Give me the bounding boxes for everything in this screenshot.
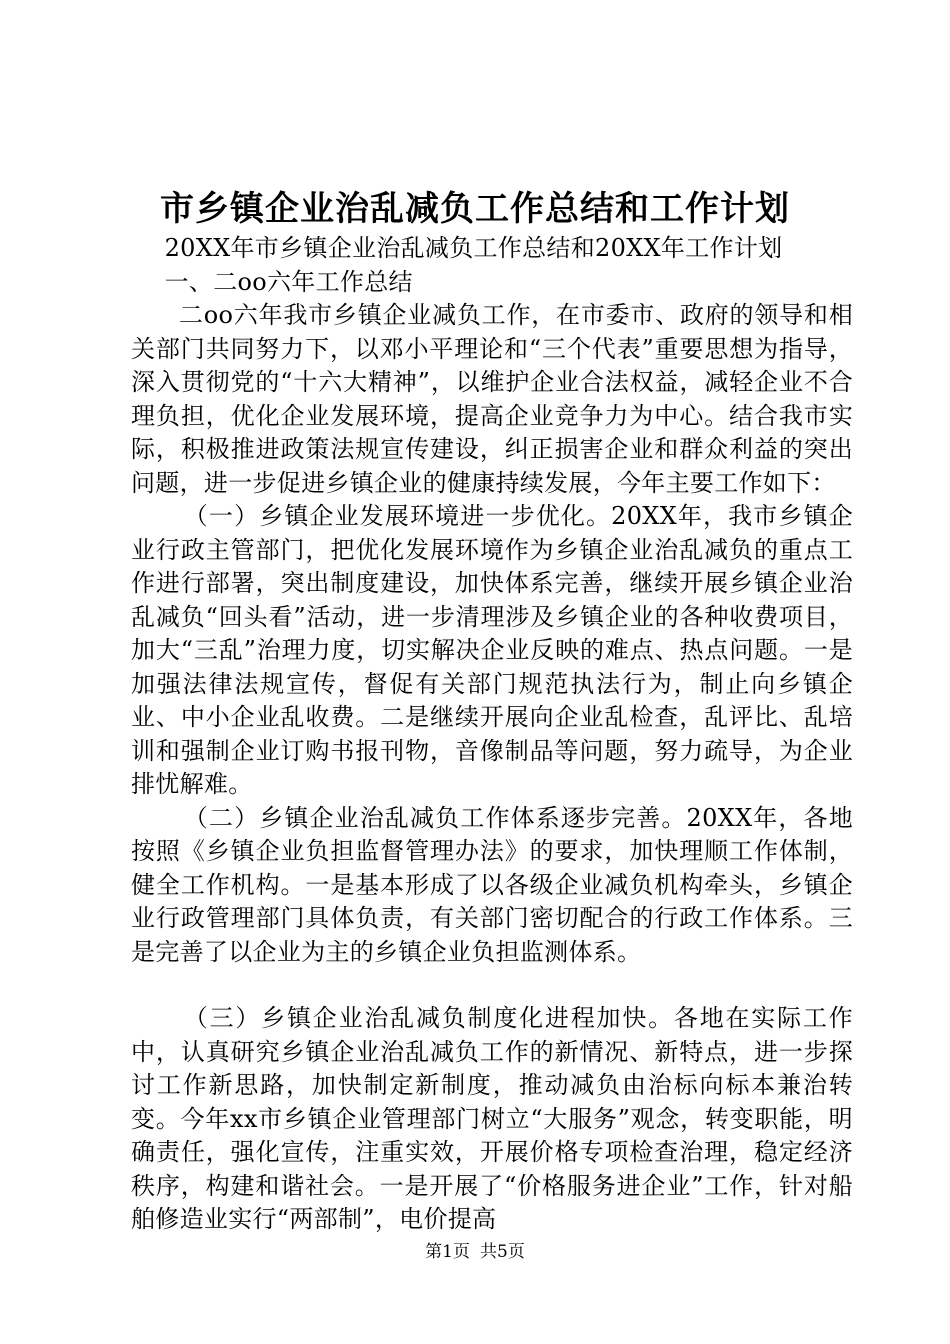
page-footer bbox=[0, 1240, 950, 1264]
body-paragraph: （二）乡镇企业治乱减负工作体系逐步完善。20XX年，各地按照《乡镇企业负担监督管理办法》的要求，加快理顺工作体制，健全工作机构。一是基本形成了以各级企业减负机构牵头，乡镇企业行政管理部门具体负责，有关部门密切配合的行政工作体系。三是完善了以企业为主的乡镇企业负担监测体系。 bbox=[131, 803, 853, 966]
body-paragraph: （三）乡镇企业治乱减负制度化进程加快。各地在实际工作中，认真研究乡镇企业治乱减负工作的新情况、新特点，进一步探讨工作新思路，加快制定新制度，推动减负由治标向标本兼治转变。今年xx市乡镇企业管理部门树立“大服务”观念，转变职能，明确责任，强化宣传，注重实效，开展价格专项检查治理，稳定经济秩序，构建和谐社会。一是开展了“价格服务进企业”工作，针对船舶修造业实行“两部制”，电价提高 bbox=[131, 1004, 853, 1233]
document-subtitle: 20XX年市乡镇企业治乱减负工作总结和20XX年工作计划 bbox=[164, 234, 783, 262]
document-body bbox=[131, 232, 853, 1237]
section-heading: 一、二oo六年工作总结 bbox=[164, 267, 413, 296]
page-number: 第1页 bbox=[425, 1242, 470, 1262]
body-paragraph: 二oo六年我市乡镇企业减负工作，在市委市、政府的领导和相关部门共同努力下，以邓小平理论和“三个代表”重要思想为指导，深入贯彻党的“十六大精神”，以维护企业合法权益，减轻企业不合理负担，优化企业发展环境，提高企业竞争力为中心。结合我市实际，积极推进政策法规宣传建设，纠正损害企业和群众利益的突出问题，进一步促进乡镇企业的健康持续发展，今年主要工作如下： bbox=[131, 301, 853, 497]
page-total: 共5页 bbox=[480, 1242, 525, 1262]
body-paragraph: （一）乡镇企业发展环境进一步优化。20XX年，我市乡镇企业行政主管部门，把优化发展环境作为乡镇企业治乱减负的重点工作进行部署，突出制度建设，加快体系完善，继续开展乡镇企业治乱减负“回头看”活动，进一步清理涉及乡镇企业的各种收费项目，加大“三乱”治理力度，切实解决企业反映的难点、热点问题。一是加强法律法规宣传，督促有关部门规范执法行为，制止向乡镇企业、中小企业乱收费。二是继续开展向企业乱检查，乱评比、乱培训和强制企业订购书报刊物，音像制品等问题，努力疏导，为企业排忧解难。 bbox=[131, 502, 853, 798]
document-title: 市乡镇企业治乱减负工作总结和工作计划 bbox=[160, 189, 790, 229]
